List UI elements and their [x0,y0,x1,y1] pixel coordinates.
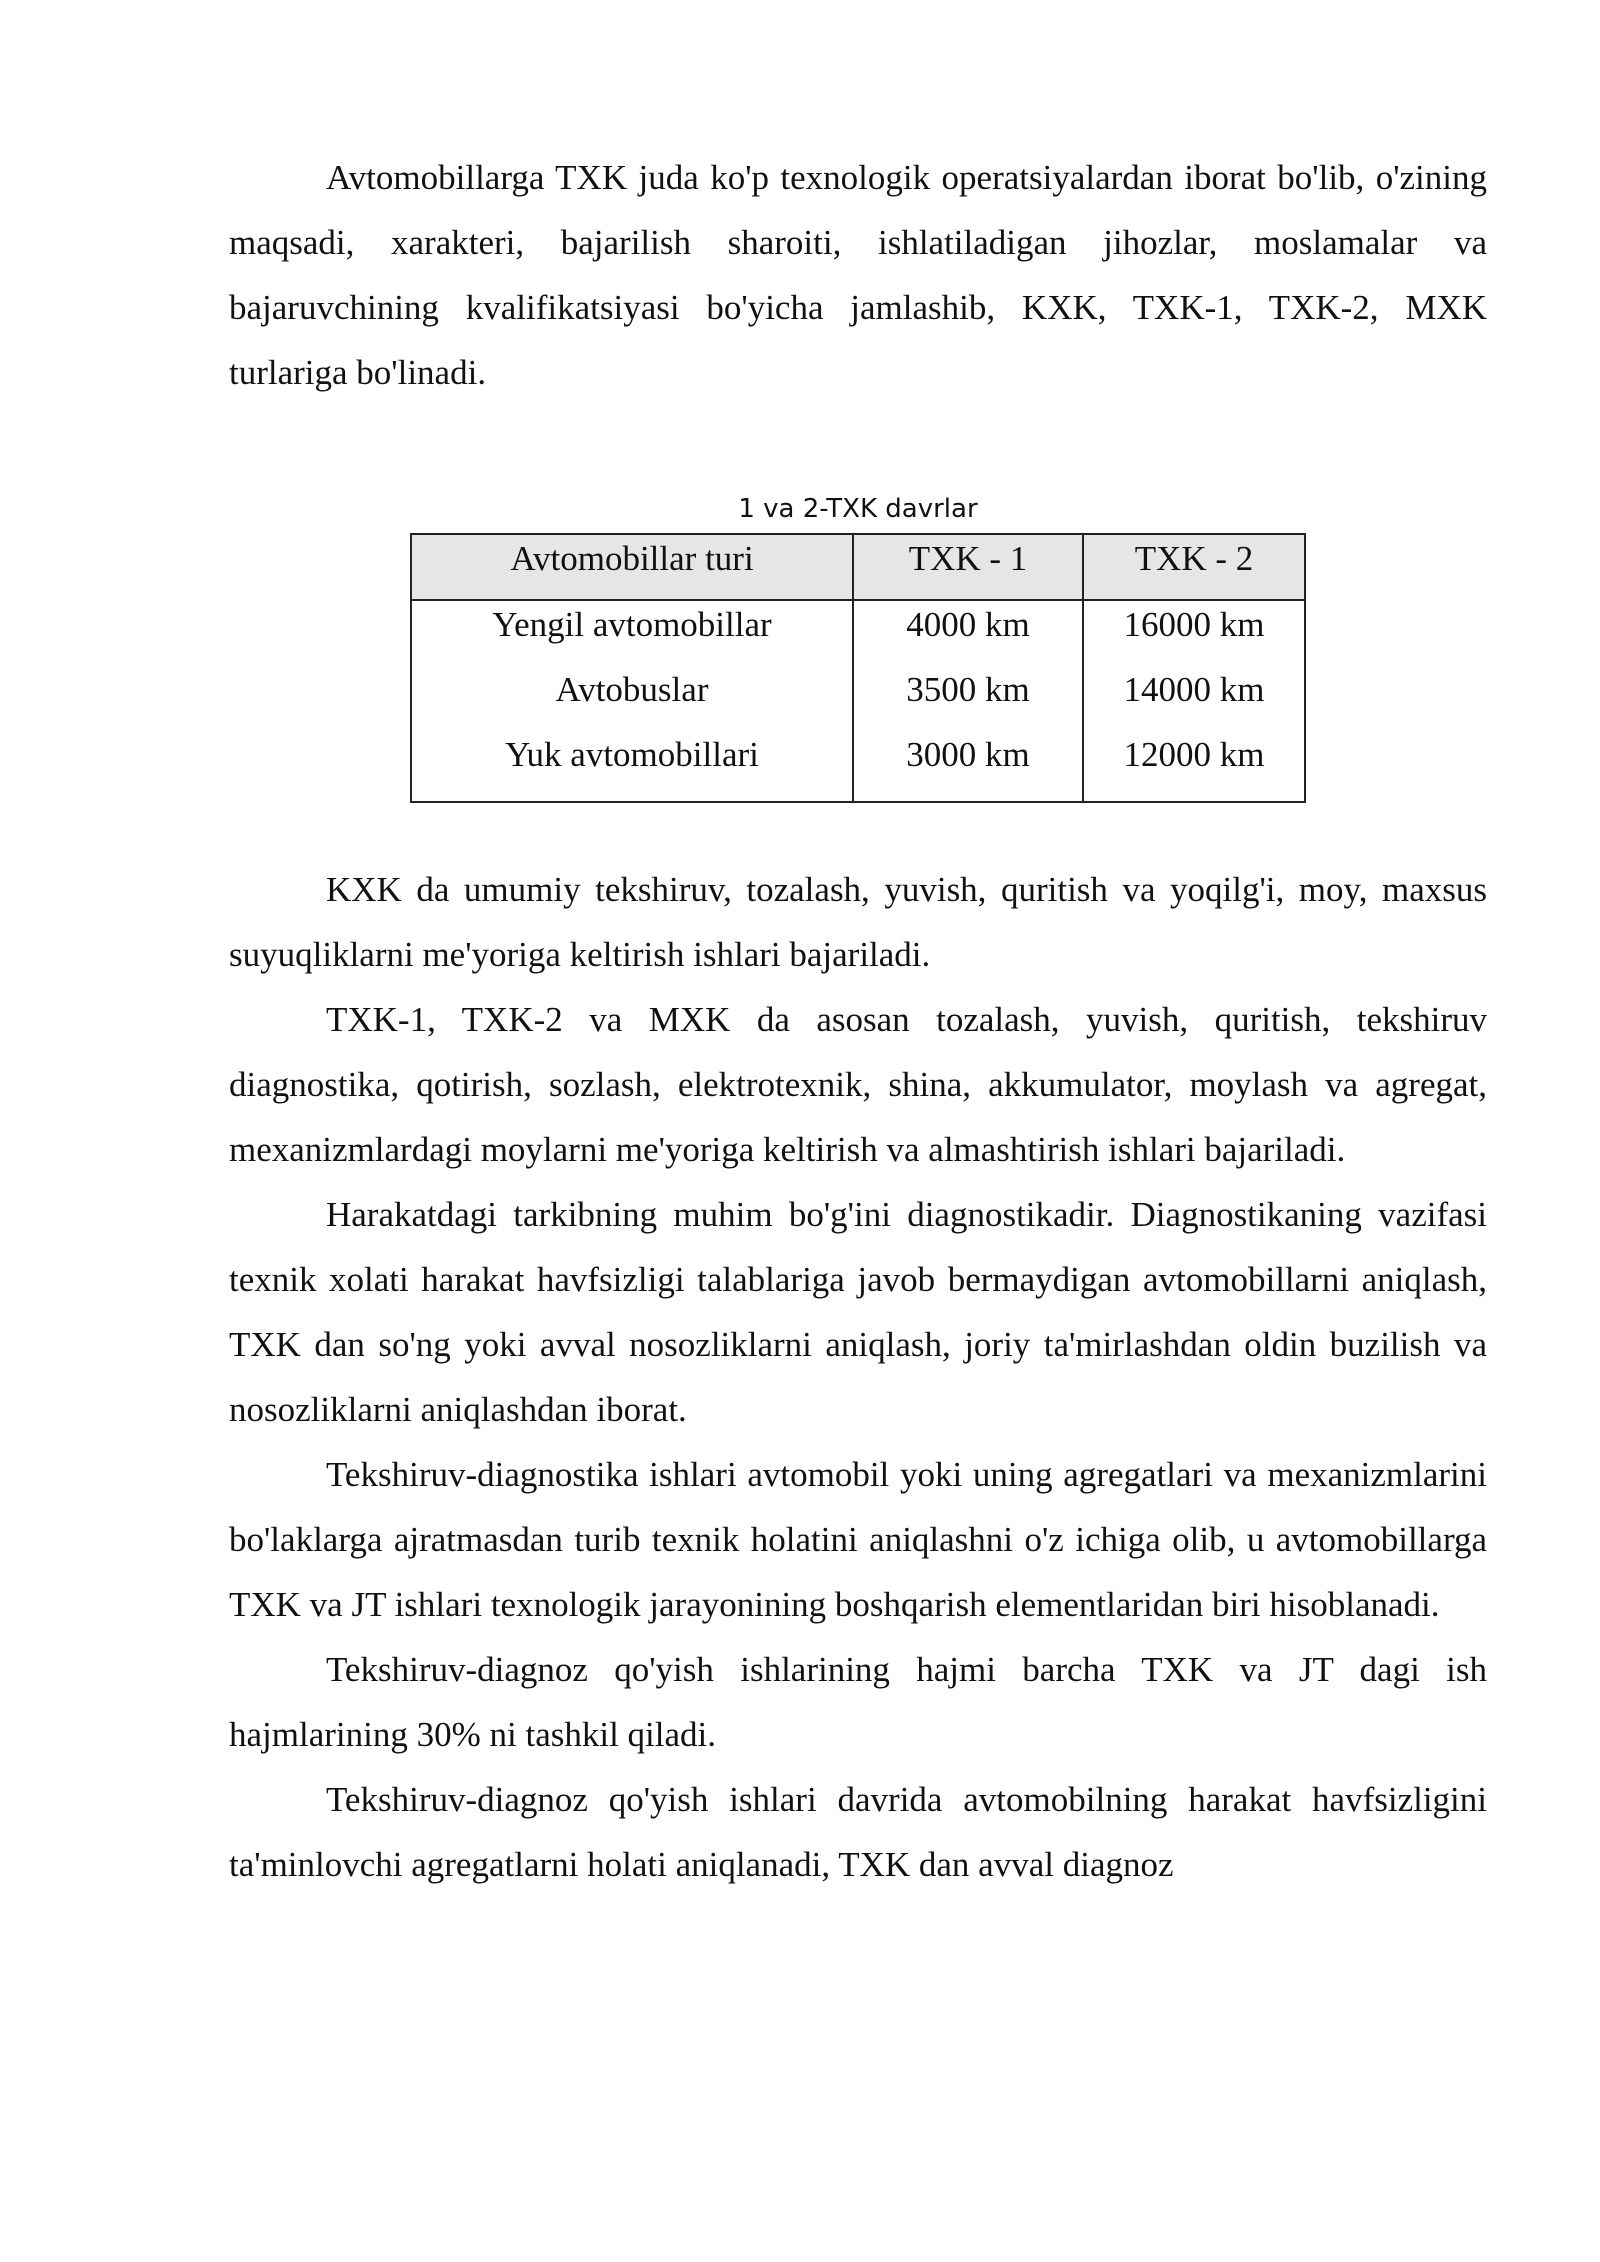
cell-vehicle-type: Yengil avtomobillar [411,600,853,666]
paragraph-intro: Avtomobillarga TXK juda ko'p texnologik operatsiyalardan iborat bo'lib, o'zining maqsadi, xarakteri, bajarilish sharoiti, ishlatiladigan jihozlar, moslamalar va bajaruvchining kvalifikatsiyasi bo'yicha jamlashib, KXK, TXK-1, TXK-2, MXK turlariga bo'linadi. [229,158,1487,392]
table-row [411,731,1305,802]
maintenance-interval-table [410,533,1306,803]
body-text-after-table [229,857,1487,1897]
cell-vehicle-type: Avtobuslar [411,666,853,731]
paragraph-work-volume: Tekshiruv-diagnoz qo'yish ishlarining hajmi barcha TXK va JT dagi ish hajmlarining 30% ni tashkil qiladi. [229,1650,1487,1754]
header-txk-2: TXK - 2 [1083,534,1305,600]
cell-vehicle-type: Yuk avtomobillari [411,731,853,802]
cell-txk-1: 3500 km [853,666,1083,731]
paragraph-kxk: KXK da umumiy tekshiruv, tozalash, yuvish, quritish va yoqilg'i, moy, maxsus suyuqliklarni me'yoriga keltirish ishlari bajariladi. [229,870,1487,974]
cell-txk-1: 4000 km [853,600,1083,666]
table-row [411,600,1305,666]
paragraph-inspection-diagnostics: Tekshiruv-diagnostika ishlari avtomobil yoki uning agregatlari va mexanizmlarini bo'laklarga ajratmasdan turib texnik holatini aniqlashni o'z ichiga olib, u avtomobillarga TXK va JT ishlari texnologik jarayonining boshqarish elementlaridan biri hisoblanadi. [229,1455,1487,1624]
cell-txk-2: 14000 km [1083,666,1305,731]
table-row [411,666,1305,731]
table-header-row [411,534,1305,600]
paragraph-diagnostics: Harakatdagi tarkibning muhim bo'g'ini diagnostikadir. Diagnostikaning vazifasi texnik xolati harakat havfsizligi talablariga javob bermaydigan avtomobillarni aniqlash, TXK dan so'ng yoki avval nosozliklarni aniqlash, joriy ta'mirlashdan oldin buzilish va nosozliklarni aniqlashdan iborat. [229,1195,1487,1429]
paragraph-txk-works: TXK-1, TXK-2 va MXK da asosan tozalash, yuvish, quritish, tekshiruv diagnostika, qotirish, sozlash, elektrotexnik, shina, akkumulator, moylash va agregat, mexanizmlardagi moylarni me'yoriga keltirish va almashtirish ishlari bajariladi. [229,1000,1487,1169]
paragraph-safety-aggregates: Tekshiruv-diagnoz qo'yish ishlari davrida avtomobilning harakat havfsizligini ta'minlovchi agregatlarni holati aniqlanadi, TXK dan avval diagnoz [229,1780,1487,1884]
document-body [229,145,1487,1897]
cell-txk-2: 16000 km [1083,600,1305,666]
table-caption: 1 va 2-TXK davrlar [738,494,978,524]
cell-txk-1: 3000 km [853,731,1083,802]
cell-txk-2: 12000 km [1083,731,1305,802]
header-vehicle-type: Avtomobillar turi [411,534,853,600]
header-txk-1: TXK - 1 [853,534,1083,600]
